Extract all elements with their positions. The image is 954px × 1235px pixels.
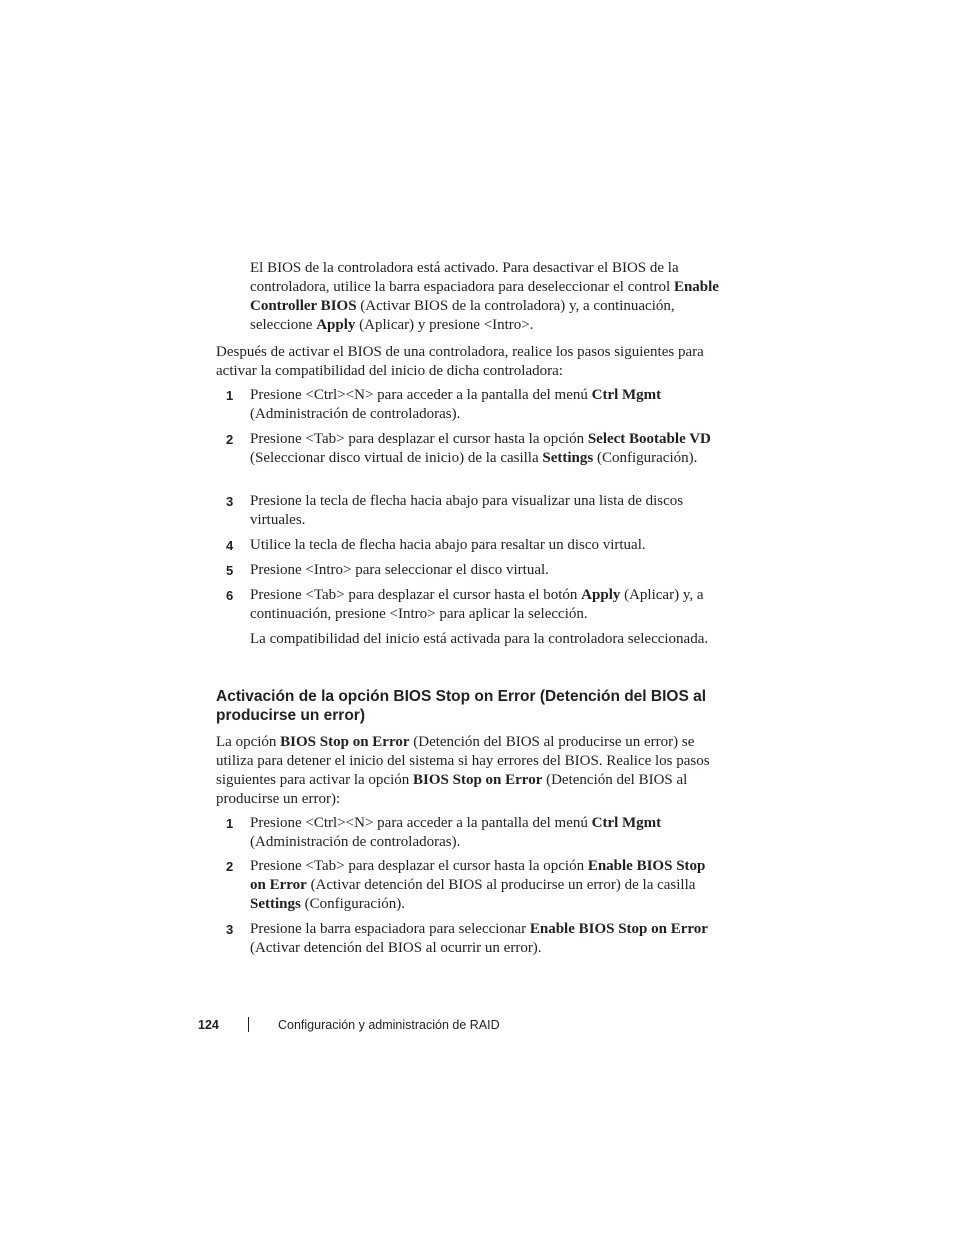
intro-bold-bios-stop-on-error: BIOS Stop on Error — [413, 772, 543, 788]
step-text: Presione la barra espaciadora para seleccionar — [250, 921, 530, 937]
step-text: Presione <Ctrl><N> para acceder a la pantalla del menú — [250, 815, 592, 831]
step-text: Presione <Tab> para desplazar el cursor hasta la opción — [250, 431, 588, 447]
step-number: 3 — [226, 922, 234, 937]
note-text-1: El BIOS de la controladora está activado. Para desactivar el BIOS de la controladora, utilice la barra espaciadora para deseleccionar el control — [250, 260, 679, 295]
step-text: Presione la tecla de flecha hacia abajo para visualizar una lista de discos virtuales. — [250, 493, 684, 528]
intro-text: La opción — [216, 734, 281, 750]
step-text: (Activar detención del BIOS al ocurrir un error). — [250, 940, 542, 956]
step-text: Presione <Intro> para seleccionar el disco virtual. — [250, 562, 549, 578]
boot-support-result: La compatibilidad del inicio está activada para la controladora seleccionada. — [250, 631, 709, 647]
step-number: 2 — [226, 859, 234, 874]
section-heading-bios-stop-on-error: Activación de la opción BIOS Stop on Error (Detención del BIOS al producirse un error) — [216, 688, 707, 724]
step-bold-settings: Settings — [250, 896, 301, 912]
step-bold-apply: Apply — [581, 587, 621, 603]
step-text: Utilice la tecla de flecha hacia abajo para resaltar un disco virtual. — [250, 537, 646, 553]
step-number: 1 — [226, 816, 234, 831]
step-bold-enable-bios-stop-on-error: Enable BIOS Stop on Error — [529, 921, 708, 937]
intro-text: (Detención del BIOS al producirse un error) se utiliza para detener el inicio del sistema si hay errores del BIOS. Realice los pasos siguientes para activar la opción — [216, 734, 710, 788]
note-bold-apply: Apply — [316, 317, 356, 333]
note-text-2: (Activar BIOS de la controladora) y, a continuación, seleccione — [250, 298, 675, 333]
footer-chapter-title: Configuración y administración de RAID — [278, 1018, 500, 1032]
boot-support-intro: Después de activar el BIOS de una controladora, realice los pasos siguientes para activar la compatibilidad del inicio de dicha controladora: — [216, 344, 704, 379]
step-bold-settings: Settings — [542, 450, 594, 466]
step-number: 4 — [226, 538, 234, 553]
intro-bold-bios-stop-on-error: BIOS Stop on Error — [280, 734, 410, 750]
bios-stop-on-error-intro — [216, 733, 721, 809]
step-text: Presione <Ctrl><N> para acceder a la pantalla del menú — [250, 387, 592, 403]
step-number: 3 — [226, 494, 234, 509]
step-text: Presione <Tab> para desplazar el cursor hasta el botón — [250, 587, 582, 603]
step-text: (Configuración). — [300, 896, 405, 912]
step-text: (Administración de controladoras). — [250, 406, 461, 422]
step-number: 2 — [226, 432, 234, 447]
page-number: 124 — [198, 1018, 219, 1032]
step-text: (Seleccionar disco virtual de inicio) de la casilla — [250, 450, 543, 466]
intro-text: (Detención del BIOS al producirse un error): — [216, 772, 688, 807]
step-number: 5 — [226, 563, 234, 578]
step-text: (Configuración). — [593, 450, 698, 466]
step-number: 1 — [226, 388, 234, 403]
note-bold-enable-controller-bios: Enable Controller BIOS — [250, 279, 719, 314]
step-text: (Aplicar) y, a continuación, presione <Intro> para aplicar la selección. — [250, 587, 704, 622]
note-text-3: (Aplicar) y presione <Intro>. — [355, 317, 534, 333]
controller-bios-note — [250, 259, 720, 335]
step-bold-ctrl-mgmt: Ctrl Mgmt — [591, 387, 662, 403]
step-bold-ctrl-mgmt: Ctrl Mgmt — [591, 815, 662, 831]
step-number: 6 — [226, 588, 234, 603]
step-bold-select-bootable-vd: Select Bootable VD — [587, 431, 711, 447]
step-text: (Activar detención del BIOS al producirse un error) de la casilla — [306, 877, 696, 893]
step-bold-enable-bios-stop-on-error: Enable BIOS Stop on Error — [250, 858, 706, 893]
step-text: Presione <Tab> para desplazar el cursor hasta la opción — [250, 858, 588, 874]
step-text: (Administración de controladoras). — [250, 834, 461, 850]
footer-divider — [248, 1017, 249, 1032]
